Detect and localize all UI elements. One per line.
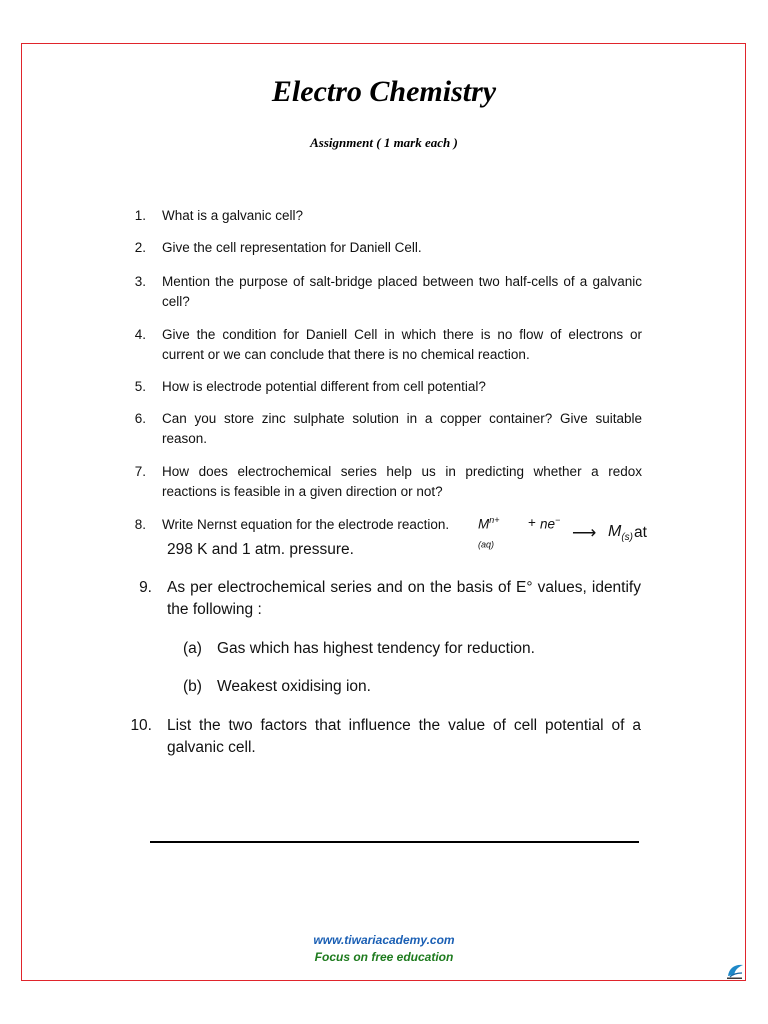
academy-logo-icon	[725, 962, 745, 980]
page-subtitle: Assignment ( 1 mark each )	[310, 135, 458, 150]
question-number: 3.	[134, 274, 146, 289]
website-link[interactable]: www.tiwariacademy.com	[313, 933, 455, 947]
plus-sign: +	[528, 515, 536, 530]
question-text: List the two factors that influence the value of cell potential of a galvanic cell.	[167, 717, 641, 756]
question-text: Mention the purpose of salt-bridge placed between two half-cells of a galvanic cell?	[162, 274, 642, 309]
product-metal: $M_{(s)}$	[608, 523, 633, 544]
sub-item-text: Gas which has highest tendency for reduction.	[217, 640, 535, 657]
question-text: How does electrochemical series help us in predicting whether a redox reactions is feasible in a given direction or not?	[162, 464, 642, 499]
page-title: Electro Chemistry	[271, 75, 497, 108]
sub-item-text: Weakest oxidising ion.	[217, 678, 371, 695]
horizontal-rule	[150, 841, 639, 843]
question-number: 8.	[134, 517, 146, 532]
reaction-arrow: ⟶	[572, 523, 597, 542]
footer-tagline: Focus on free education	[314, 950, 454, 964]
question-text: Give the condition for Daniell Cell in which there is no flow of electrons or current or we can conclude that there is no chemical reaction.	[162, 327, 642, 362]
question-text: Give the cell representation for Daniell Cell.	[162, 240, 422, 255]
question-number: 6.	[134, 411, 146, 426]
reaction-tail-text: at	[634, 524, 647, 541]
question-number: 10.	[130, 717, 152, 734]
question-text: How is electrode potential different from cell potential?	[162, 379, 486, 394]
question-number: 9.	[139, 579, 152, 596]
question-number: 5.	[134, 379, 146, 394]
question-number: 2.	[134, 240, 146, 255]
sub-item-label: (a)	[183, 640, 202, 657]
sub-item-label: (b)	[183, 678, 202, 695]
question-text: As per electrochemical series and on the basis of E° values, identify the following :	[167, 579, 641, 618]
reactant-metal-ion: $M^{n+}_{(aq)}$	[478, 515, 500, 550]
question-text: Can you store zinc sulphate solution in a copper container? Give suitable reason.	[162, 411, 642, 446]
question-number: 4.	[134, 327, 146, 342]
question-text: Write Nernst equation for the electrode reaction.	[162, 517, 450, 532]
question-number: 7.	[134, 464, 146, 479]
electrons: ne−	[540, 515, 561, 532]
question-text: What is a galvanic cell?	[162, 208, 304, 223]
question-number: 1.	[134, 208, 146, 223]
question-text-continuation: 298 K and 1 atm. pressure.	[167, 541, 354, 558]
